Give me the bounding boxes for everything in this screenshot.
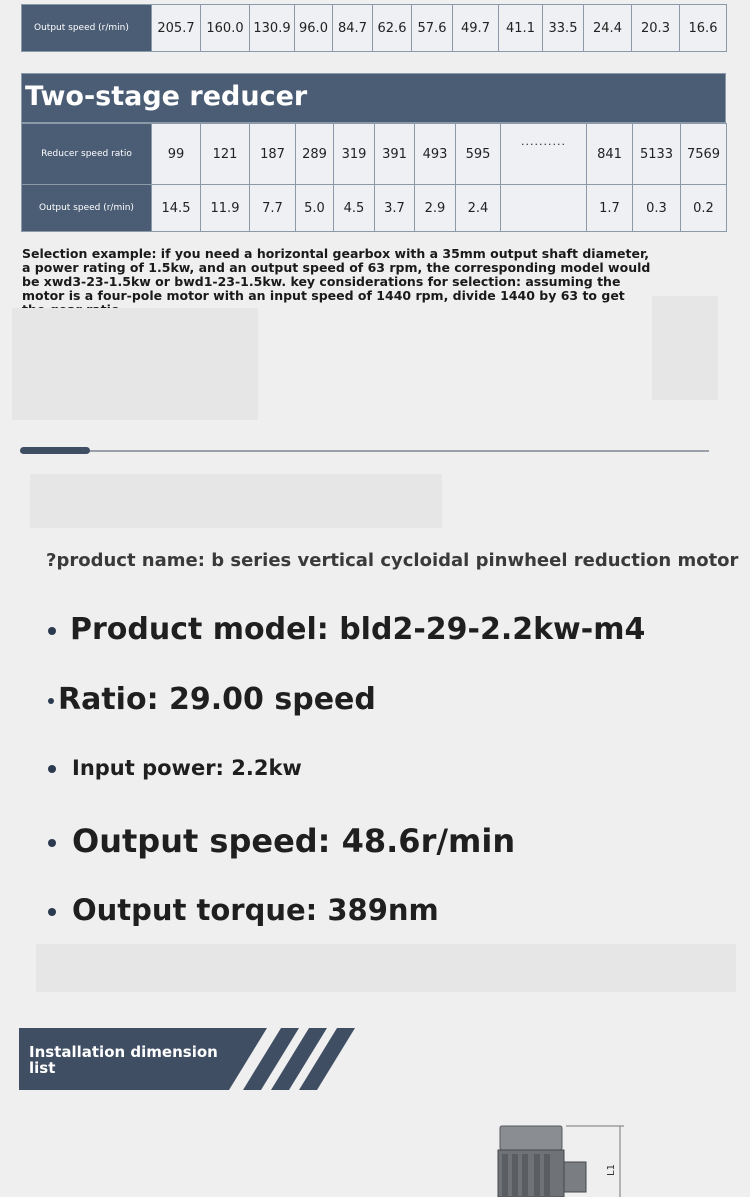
- table-row: [22, 185, 727, 232]
- banner-line1: Installation dimension: [29, 1043, 218, 1061]
- table-cell: 130.9: [250, 5, 295, 52]
- table-cell: 3.7: [375, 185, 415, 232]
- table-cell: 62.6: [373, 5, 412, 52]
- bullet-icon: [48, 908, 56, 916]
- table-cell: 595: [456, 124, 501, 185]
- dimension-label: L1: [606, 1164, 617, 1176]
- output-torque: Output torque: 389nm: [72, 893, 439, 927]
- table-cell: 205.7: [152, 5, 201, 52]
- ratio-item: [48, 682, 376, 717]
- bullet-icon: [48, 698, 54, 704]
- bullet-icon: [48, 765, 56, 773]
- speed-header: Output speed (r/min): [22, 185, 152, 232]
- product-model: Product model: bld2-29-2.2kw-m4: [70, 612, 646, 647]
- faded-image-block: [30, 474, 442, 528]
- table-cell: 121: [201, 124, 250, 185]
- table-row: [22, 5, 727, 52]
- table-row: [22, 124, 727, 185]
- banner-title: [29, 1044, 218, 1076]
- table-cell: 57.6: [412, 5, 453, 52]
- banner-line2: list: [29, 1059, 56, 1077]
- table-cell: 7569: [681, 124, 727, 185]
- output-speed: Output speed: 48.6r/min: [72, 822, 516, 860]
- table-cell: 99: [152, 124, 201, 185]
- table-cell: 16.6: [680, 5, 727, 52]
- table-cell: 5.0: [296, 185, 334, 232]
- table-cell: 11.9: [201, 185, 250, 232]
- faded-image-block: [36, 944, 736, 992]
- two-stage-title-bar: [21, 73, 726, 123]
- table-cell: 2.4: [456, 185, 501, 232]
- table-cell: 4.5: [334, 185, 375, 232]
- table-cell: 0.3: [633, 185, 681, 232]
- table-cell: 14.5: [152, 185, 201, 232]
- table-cell: 160.0: [201, 5, 250, 52]
- table-cell: 391: [375, 124, 415, 185]
- table-cell: 841: [587, 124, 633, 185]
- table-cell: 96.0: [295, 5, 333, 52]
- table-cell: [501, 185, 587, 232]
- single-stage-speed-table: [21, 4, 727, 52]
- ratio-header: Reducer speed ratio: [22, 124, 152, 185]
- output-torque-item: [48, 893, 439, 927]
- bullet-icon: [48, 627, 56, 635]
- table-cell: 84.7: [333, 5, 373, 52]
- table-cell: 289: [296, 124, 334, 185]
- output-speed-item: [48, 822, 515, 860]
- table-cell: 5133: [633, 124, 681, 185]
- product-model-item: [48, 612, 645, 647]
- motor-drawing: [490, 1118, 640, 1197]
- table-cell: 7.7: [250, 185, 296, 232]
- table-cell: 33.5: [543, 5, 584, 52]
- table-cell: 187: [250, 124, 296, 185]
- output-speed-header: Output speed (r/min): [22, 5, 152, 52]
- input-power: Input power: 2.2kw: [72, 756, 302, 780]
- table-cell: 24.4: [584, 5, 632, 52]
- table-cell: 49.7: [453, 5, 499, 52]
- section-divider: [20, 450, 709, 452]
- table-cell: 493: [415, 124, 456, 185]
- ratio-value: Ratio: 29.00 speed: [58, 682, 376, 717]
- table-cell: 0.2: [681, 185, 727, 232]
- input-power-item: [48, 756, 302, 780]
- faded-image-block: [12, 308, 258, 420]
- selection-example-text: Selection example: if you need a horizontal gearbox with a 35mm output shaft diameter, a power rating of 1.5kw, and an output speed of 63 rpm, the corresponding model would be xwd3-23-1.5kw or bwd1-23-1.5kw. key considerations for selection: assuming the motor is a four-pole motor with an input speed of 1440 rpm, divide 1440 by 63 to get: [22, 246, 651, 303]
- bullet-icon: [48, 839, 56, 847]
- two-stage-reducer-table: [21, 123, 727, 232]
- table-cell: 2.9: [415, 185, 456, 232]
- table-cell: 319: [334, 124, 375, 185]
- table-cell: 41.1: [499, 5, 543, 52]
- installation-dimension-banner: [19, 1028, 359, 1096]
- divider-accent: [20, 447, 90, 454]
- product-name: ?product name: b series vertical cycloidal pinwheel reduction motor: [46, 550, 739, 571]
- table-cell: ··········: [501, 124, 587, 185]
- two-stage-title: Two-stage reducer: [25, 81, 308, 112]
- faded-image-block: [652, 296, 718, 400]
- table-cell: 1.7: [587, 185, 633, 232]
- table-cell: 20.3: [632, 5, 680, 52]
